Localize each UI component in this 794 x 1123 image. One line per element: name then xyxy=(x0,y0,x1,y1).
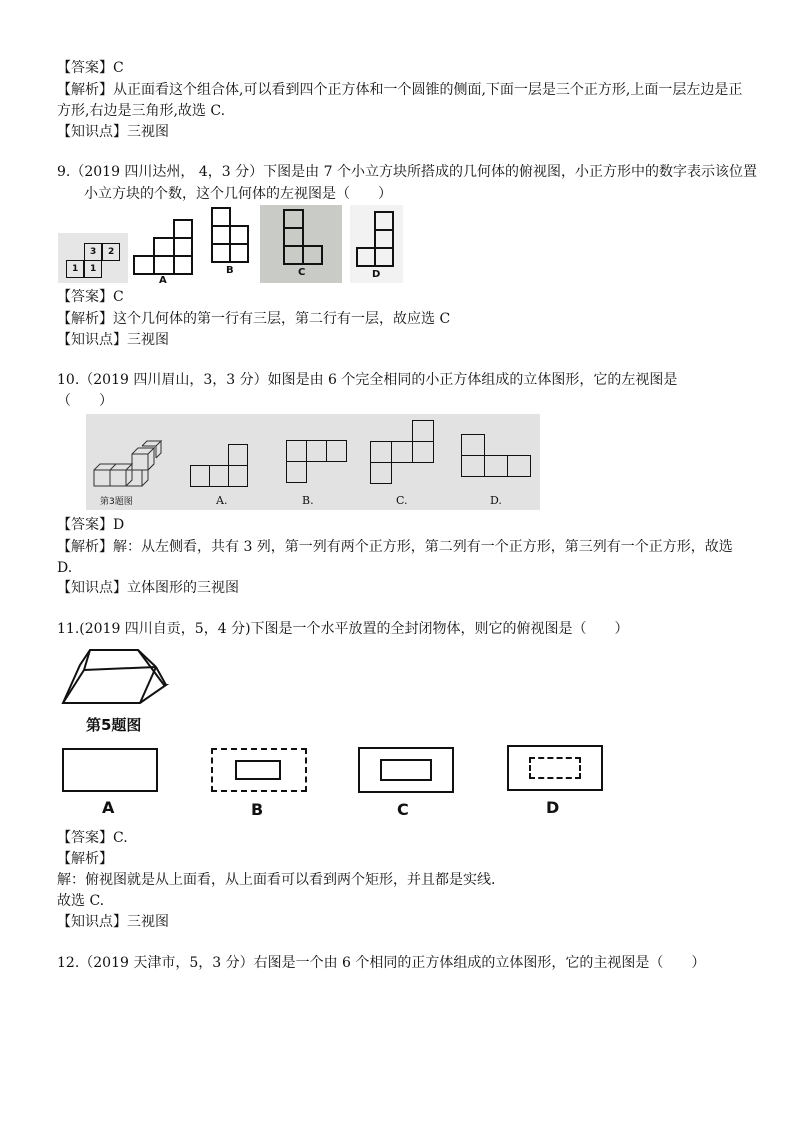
question-9-figure xyxy=(58,205,403,286)
option-a-label: A. xyxy=(216,494,228,507)
option-b-label: B xyxy=(251,800,264,819)
figure-caption: 第5题图 xyxy=(86,716,142,734)
answer-9: 【答案】C xyxy=(57,289,124,305)
option-a-label: A xyxy=(159,275,167,286)
knowledge-8: 【知识点】三视图 xyxy=(57,124,169,140)
question-10-line1: 10.（2019 四川眉山，3，3 分）如图是由 6 个完全相同的小正方体组成的立体图形，它的左视图是 xyxy=(57,372,678,388)
option-c-figure xyxy=(260,205,342,283)
option-b-figure xyxy=(286,440,348,490)
knowledge-10: 【知识点】立体图形的三视图 xyxy=(57,580,239,596)
analysis-10-line1: 【解析】解：从左侧看，共有 3 列，第一列有两个正方形，第二列有一个正方形，第三列有一个正方形，故选 xyxy=(57,539,733,555)
option-c-label: C xyxy=(397,800,409,819)
option-d-figure xyxy=(350,205,403,283)
frustum-drawing xyxy=(60,645,170,711)
option-d-figure xyxy=(461,434,533,484)
analysis-11-line2: 故选 C. xyxy=(57,893,105,909)
option-d-label: D. xyxy=(490,494,502,507)
option-c-label: C. xyxy=(396,494,408,507)
question-9-line2: 小立方块的个数，这个几何体的左视图是（ ） xyxy=(84,186,392,202)
option-b-figure xyxy=(208,205,253,283)
question-12-line1: 12.（2019 天津市，5，3 分）右图是一个由 6 个相同的正方体组成的立体图形，它的主视图是（ ） xyxy=(57,955,706,971)
option-a-figure xyxy=(190,444,252,494)
grid-number: 1 xyxy=(72,264,79,274)
grid-number: 2 xyxy=(108,247,115,257)
answer-10: 【答案】D xyxy=(57,517,125,533)
option-d-figure xyxy=(507,745,603,791)
knowledge-11: 【知识点】三视图 xyxy=(57,914,169,930)
option-d-label: D xyxy=(372,269,381,280)
question-10-figure xyxy=(86,414,540,510)
option-a-figure xyxy=(62,748,158,792)
figure-caption: 第3题图 xyxy=(100,497,133,507)
option-a-figure xyxy=(133,219,203,286)
option-b-label: B xyxy=(226,265,234,276)
stacked-cubes-drawing xyxy=(92,436,172,496)
question-9-line1: 9.（2019 四川达州， 4，3 分）下图是由 7 个小立方块所搭成的几何体的俯视图，小正方形中的数字表示该位置 xyxy=(57,164,757,180)
analysis-8-line1: 【解析】从正面看这个组合体,可以看到四个正方体和一个圆锥的侧面,下面一层是三个正方形,上面一层左边是正 xyxy=(57,82,743,98)
answer-11: 【答案】C. xyxy=(57,830,128,846)
top-view-grid xyxy=(58,233,128,283)
option-c-figure xyxy=(358,747,454,793)
question-10-line2: （ ） xyxy=(57,393,113,409)
analysis-10-line2: D. xyxy=(57,560,73,576)
analysis-8-line2: 方形,右边是三角形,故选 C. xyxy=(57,103,226,119)
question-11-line1: 11.(2019 四川自贡，5，4 分)下图是一个水平放置的全封闭物体，则它的俯视图是（ ） xyxy=(57,621,629,637)
analysis-11-line1: 解：俯视图就是从上面看，从上面看可以看到两个矩形，并且都是实线. xyxy=(57,872,496,888)
answer-8: 【答案】C xyxy=(57,60,124,76)
option-c-label: C xyxy=(298,267,306,278)
option-d-label: D xyxy=(546,798,560,817)
analysis-9: 【解析】这个几何体的第一行有三层，第二行有一层，故应选 C xyxy=(57,311,451,327)
analysis-11-head: 【解析】 xyxy=(57,851,113,867)
grid-number: 1 xyxy=(90,264,97,274)
option-b-figure xyxy=(211,748,307,792)
grid-number: 3 xyxy=(90,247,97,257)
option-c-figure xyxy=(370,420,440,490)
knowledge-9: 【知识点】三视图 xyxy=(57,332,169,348)
option-b-label: B. xyxy=(302,494,314,507)
option-a-label: A xyxy=(102,798,115,817)
